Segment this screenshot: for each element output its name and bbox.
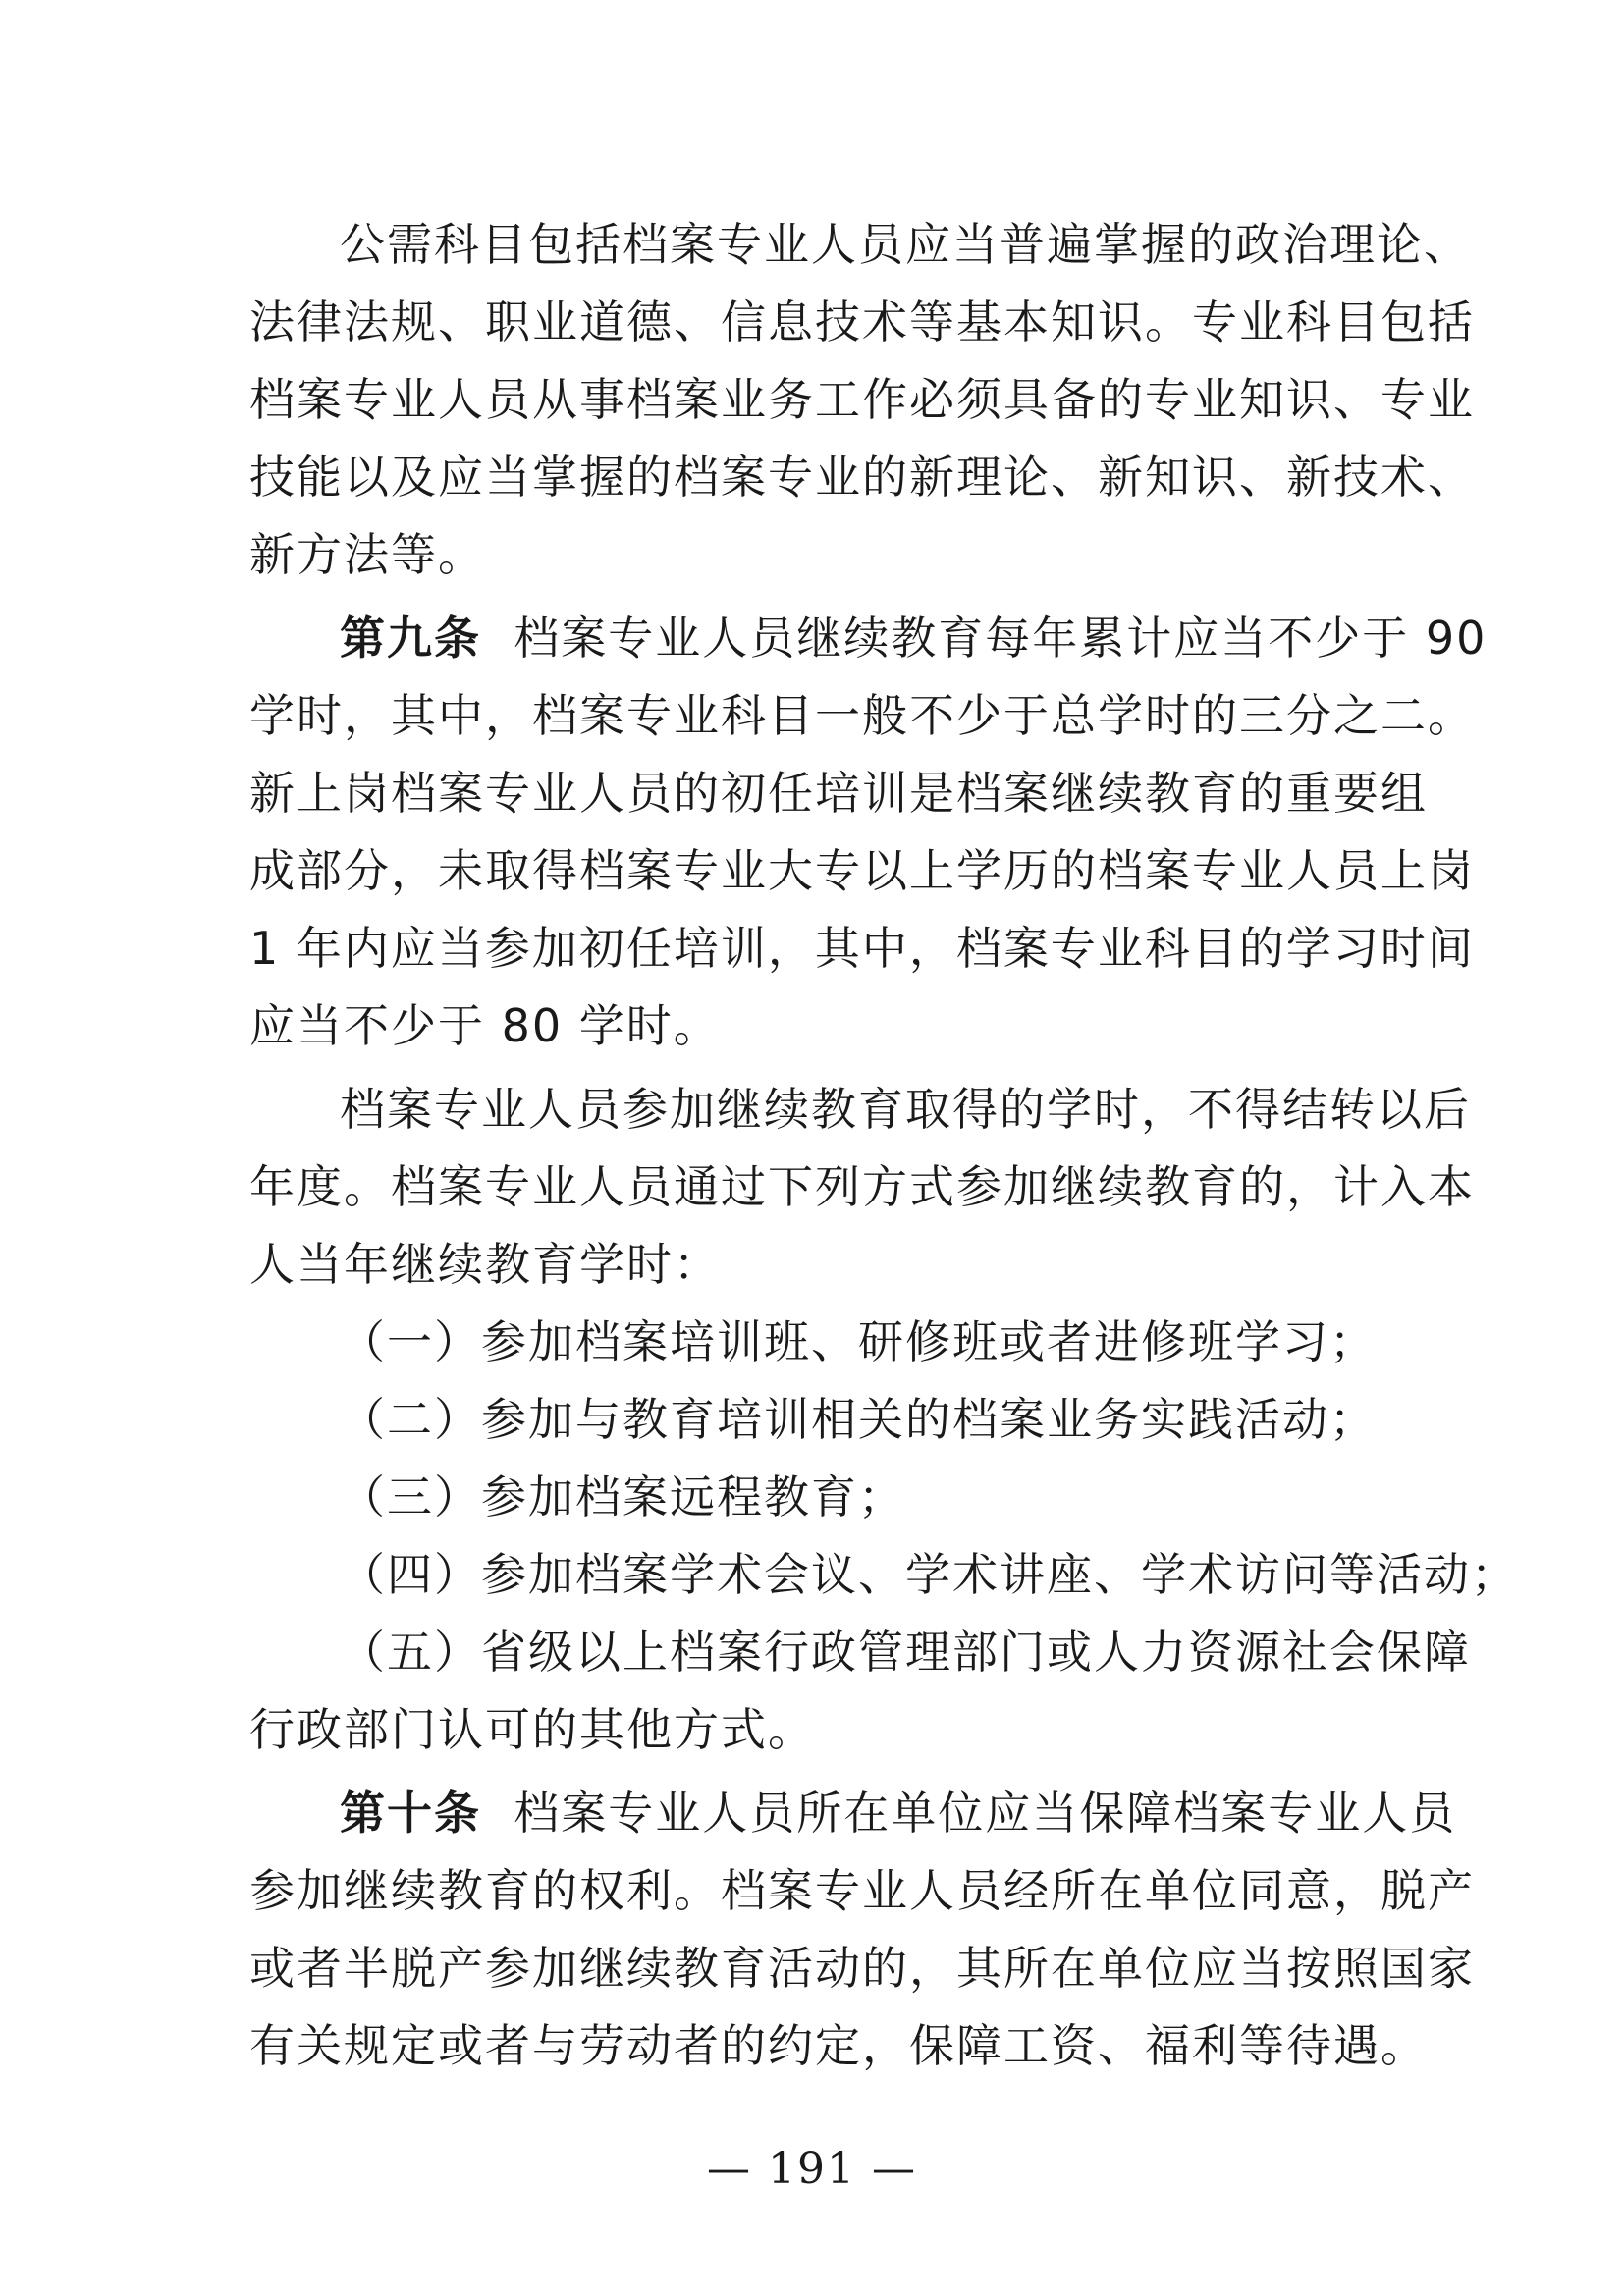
article-text: 档案专业人员所在单位应当保障档案专业人员 [514, 1787, 1457, 1840]
article-heading: 第十条 [340, 1787, 481, 1840]
page-number: — 191 — [707, 2144, 917, 2194]
list-methods [249, 1304, 1518, 1769]
list-item: （二）参加与教育培训相关的档案业务实践活动； [340, 1393, 1377, 1446]
list-item: （四）参加档案学术会议、学术讲座、学术访问等活动； [340, 1548, 1518, 1601]
text-line: 人当年继续教育学时： [249, 1238, 721, 1291]
article-text: 档案专业人员继续教育每年累计应当不少于 90 [514, 612, 1488, 665]
text-line: 档案专业人员从事档案业务工作必须具备的专业知识、专业 [249, 373, 1475, 426]
text-line: 学时，其中，档案专业科目一般不少于总学时的三分之二。 [249, 689, 1475, 742]
text-line: 参加继续教育的权利。档案专业人员经所在单位同意，脱产 [249, 1864, 1475, 1917]
text-line: 技能以及应当掌握的档案专业的新理论、新知识、新技术、 [249, 451, 1475, 504]
text-line: 1 年内应当参加初任培训，其中，档案专业科目的学习时间 [249, 922, 1475, 975]
document-body [249, 206, 1518, 2085]
text-line: 应当不少于 80 学时。 [249, 999, 721, 1052]
article-9 [249, 600, 1488, 1065]
paragraph-general-subjects [249, 206, 1475, 594]
text-line: 年度。档案专业人员通过下列方式参加继续教育的，计入本 [249, 1160, 1475, 1213]
text-line: 公需科目包括档案专业人员应当普遍掌握的政治理论、 [340, 218, 1471, 271]
text-line: 新方法等。 [249, 528, 485, 581]
article-heading: 第九条 [340, 612, 481, 665]
list-item-continuation: 行政部门认可的其他方式。 [249, 1703, 815, 1756]
text-line [249, 600, 1488, 677]
text-line: 或者半脱产参加继续教育活动的，其所在单位应当按照国家 [249, 1942, 1475, 1995]
text-line: 档案专业人员参加继续教育取得的学时，不得结转以后 [340, 1083, 1471, 1136]
text-line: 新上岗档案专业人员的初任培训是档案继续教育的重要组 [249, 767, 1428, 820]
paragraph-credit-hours [249, 1071, 1475, 1304]
text-line: 成部分，未取得档案专业大专以上学历的档案专业人员上岗 [249, 844, 1475, 897]
list-item: （三）参加档案远程教育； [340, 1470, 905, 1523]
article-10 [249, 1775, 1475, 2085]
text-line: 法律法规、职业道德、信息技术等基本知识。专业科目包括 [249, 295, 1475, 348]
list-item: （一）参加档案培训班、研修班或者进修班学习； [340, 1315, 1377, 1368]
text-line [249, 1775, 1457, 1852]
text-line: 有关规定或者与劳动者的约定，保障工资、福利等待遇。 [249, 2019, 1428, 2072]
list-item: （五）省级以上档案行政管理部门或人力资源社会保障 [340, 1626, 1471, 1679]
